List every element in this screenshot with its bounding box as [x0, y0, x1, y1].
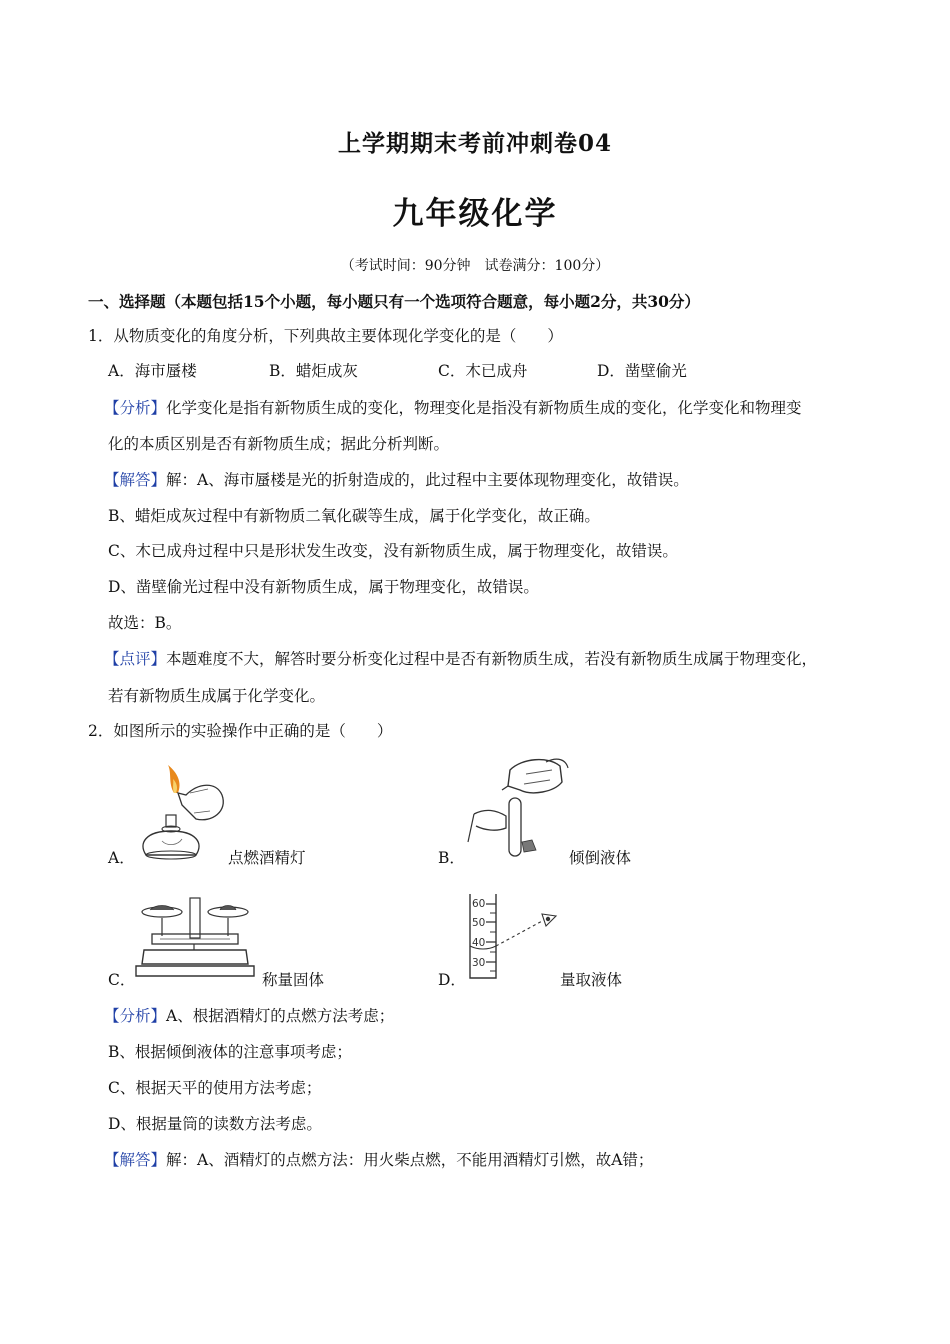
- q1-option-b: B．蜡炬成灰: [269, 362, 358, 380]
- q1-answer-a: 解：A、海市蜃楼是光的折射造成的，此过程中主要体现物理变化，故错误。: [166, 471, 689, 489]
- graduated-cylinder-figure: [466, 890, 566, 982]
- q2-option-a-letter: A．: [108, 849, 135, 867]
- q1-option-a: A．海市蜃楼: [108, 362, 197, 380]
- q1-answer-b: B、蜡炬成灰过程中有新物质二氧化碳等生成，属于化学变化，故正确。: [108, 507, 600, 525]
- q1-comment: [104, 649, 817, 669]
- subject-title: 九年级化学: [392, 196, 558, 232]
- q1-choice: 故选：B。: [108, 614, 182, 632]
- q2-stem: 2．如图所示的实验操作中正确的是（ ）: [88, 722, 393, 740]
- q1-answer: [104, 470, 689, 490]
- answer-tag: 【解答】: [104, 1151, 167, 1169]
- q2-analysis: [104, 1006, 394, 1026]
- section-heading: 一、选择题（本题包括15个小题，每小题只有一个选项符合题意，每小题2分，共30分）: [88, 292, 700, 311]
- tick-label: 30: [472, 957, 486, 969]
- q2-analysis-b: B、根据倾倒液体的注意事项考虑；: [108, 1043, 352, 1061]
- tick-label: 60: [472, 898, 486, 910]
- q1-answer-d: D、凿壁偷光过程中没有新物质生成，属于物理变化，故错误。: [108, 578, 539, 596]
- q2-option-a-caption: 点燃酒精灯: [228, 849, 306, 867]
- balance-figure: [130, 890, 260, 985]
- q1-analysis: [104, 398, 802, 418]
- q2-analysis-c: C、根据天平的使用方法考虑；: [108, 1079, 322, 1097]
- q1-analysis-cont: 化的本质区别是否有新物质生成；据此分析判断。: [108, 435, 450, 453]
- tick-label: 50: [472, 917, 486, 929]
- q1-analysis-text: 化学变化是指有新物质生成的变化，物理变化是指没有新物质生成的变化，化学变化和物理变: [166, 399, 802, 417]
- q2-option-b-letter: B．: [438, 849, 465, 867]
- q1-comment-cont: 若有新物质生成属于化学变化。: [108, 687, 326, 705]
- q2-option-c-caption: 称量固体: [262, 971, 325, 989]
- pouring-liquid-figure: [462, 756, 572, 864]
- exam-info: （考试时间：90分钟 试卷满分：100分）: [340, 258, 610, 274]
- q2-option-d-letter: D．: [438, 971, 466, 989]
- q2-option-d-caption: 量取液体: [560, 971, 623, 989]
- q1-comment-text: 本题难度不大，解答时要分析变化过程中是否有新物质生成，若没有新物质生成属于物理变化，: [166, 650, 818, 668]
- q2-option-b-caption: 倾倒液体: [569, 849, 632, 867]
- page-title: 上学期期末考前冲刺卷04: [337, 130, 612, 157]
- q1-option-c: C．木已成舟: [438, 362, 528, 380]
- tick-label: 40: [472, 937, 486, 949]
- answer-tag: 【解答】: [104, 471, 167, 489]
- q2-answer-a: 解：A、酒精灯的点燃方法：用火柴点燃，不能用酒精灯引燃，故A错；: [166, 1151, 654, 1169]
- alcohol-lamp-figure: [138, 765, 228, 860]
- q1-stem: 1．从物质变化的角度分析，下列典故主要体现化学变化的是（ ）: [88, 327, 563, 345]
- q2-analysis-d: D、根据量筒的读数方法考虑。: [108, 1115, 322, 1133]
- analysis-tag: 【分析】: [104, 1007, 167, 1025]
- q1-answer-c: C、木已成舟过程中只是形状发生改变，没有新物质生成，属于物理变化，故错误。: [108, 542, 678, 560]
- q2-answer: [104, 1150, 653, 1170]
- analysis-tag: 【分析】: [104, 399, 167, 417]
- q2-option-c-letter: C．: [108, 971, 136, 989]
- q2-analysis-a: A、根据酒精灯的点燃方法考虑；: [166, 1007, 395, 1025]
- comment-tag: 【点评】: [104, 650, 167, 668]
- q1-option-d: D．凿壁偷光: [597, 362, 687, 380]
